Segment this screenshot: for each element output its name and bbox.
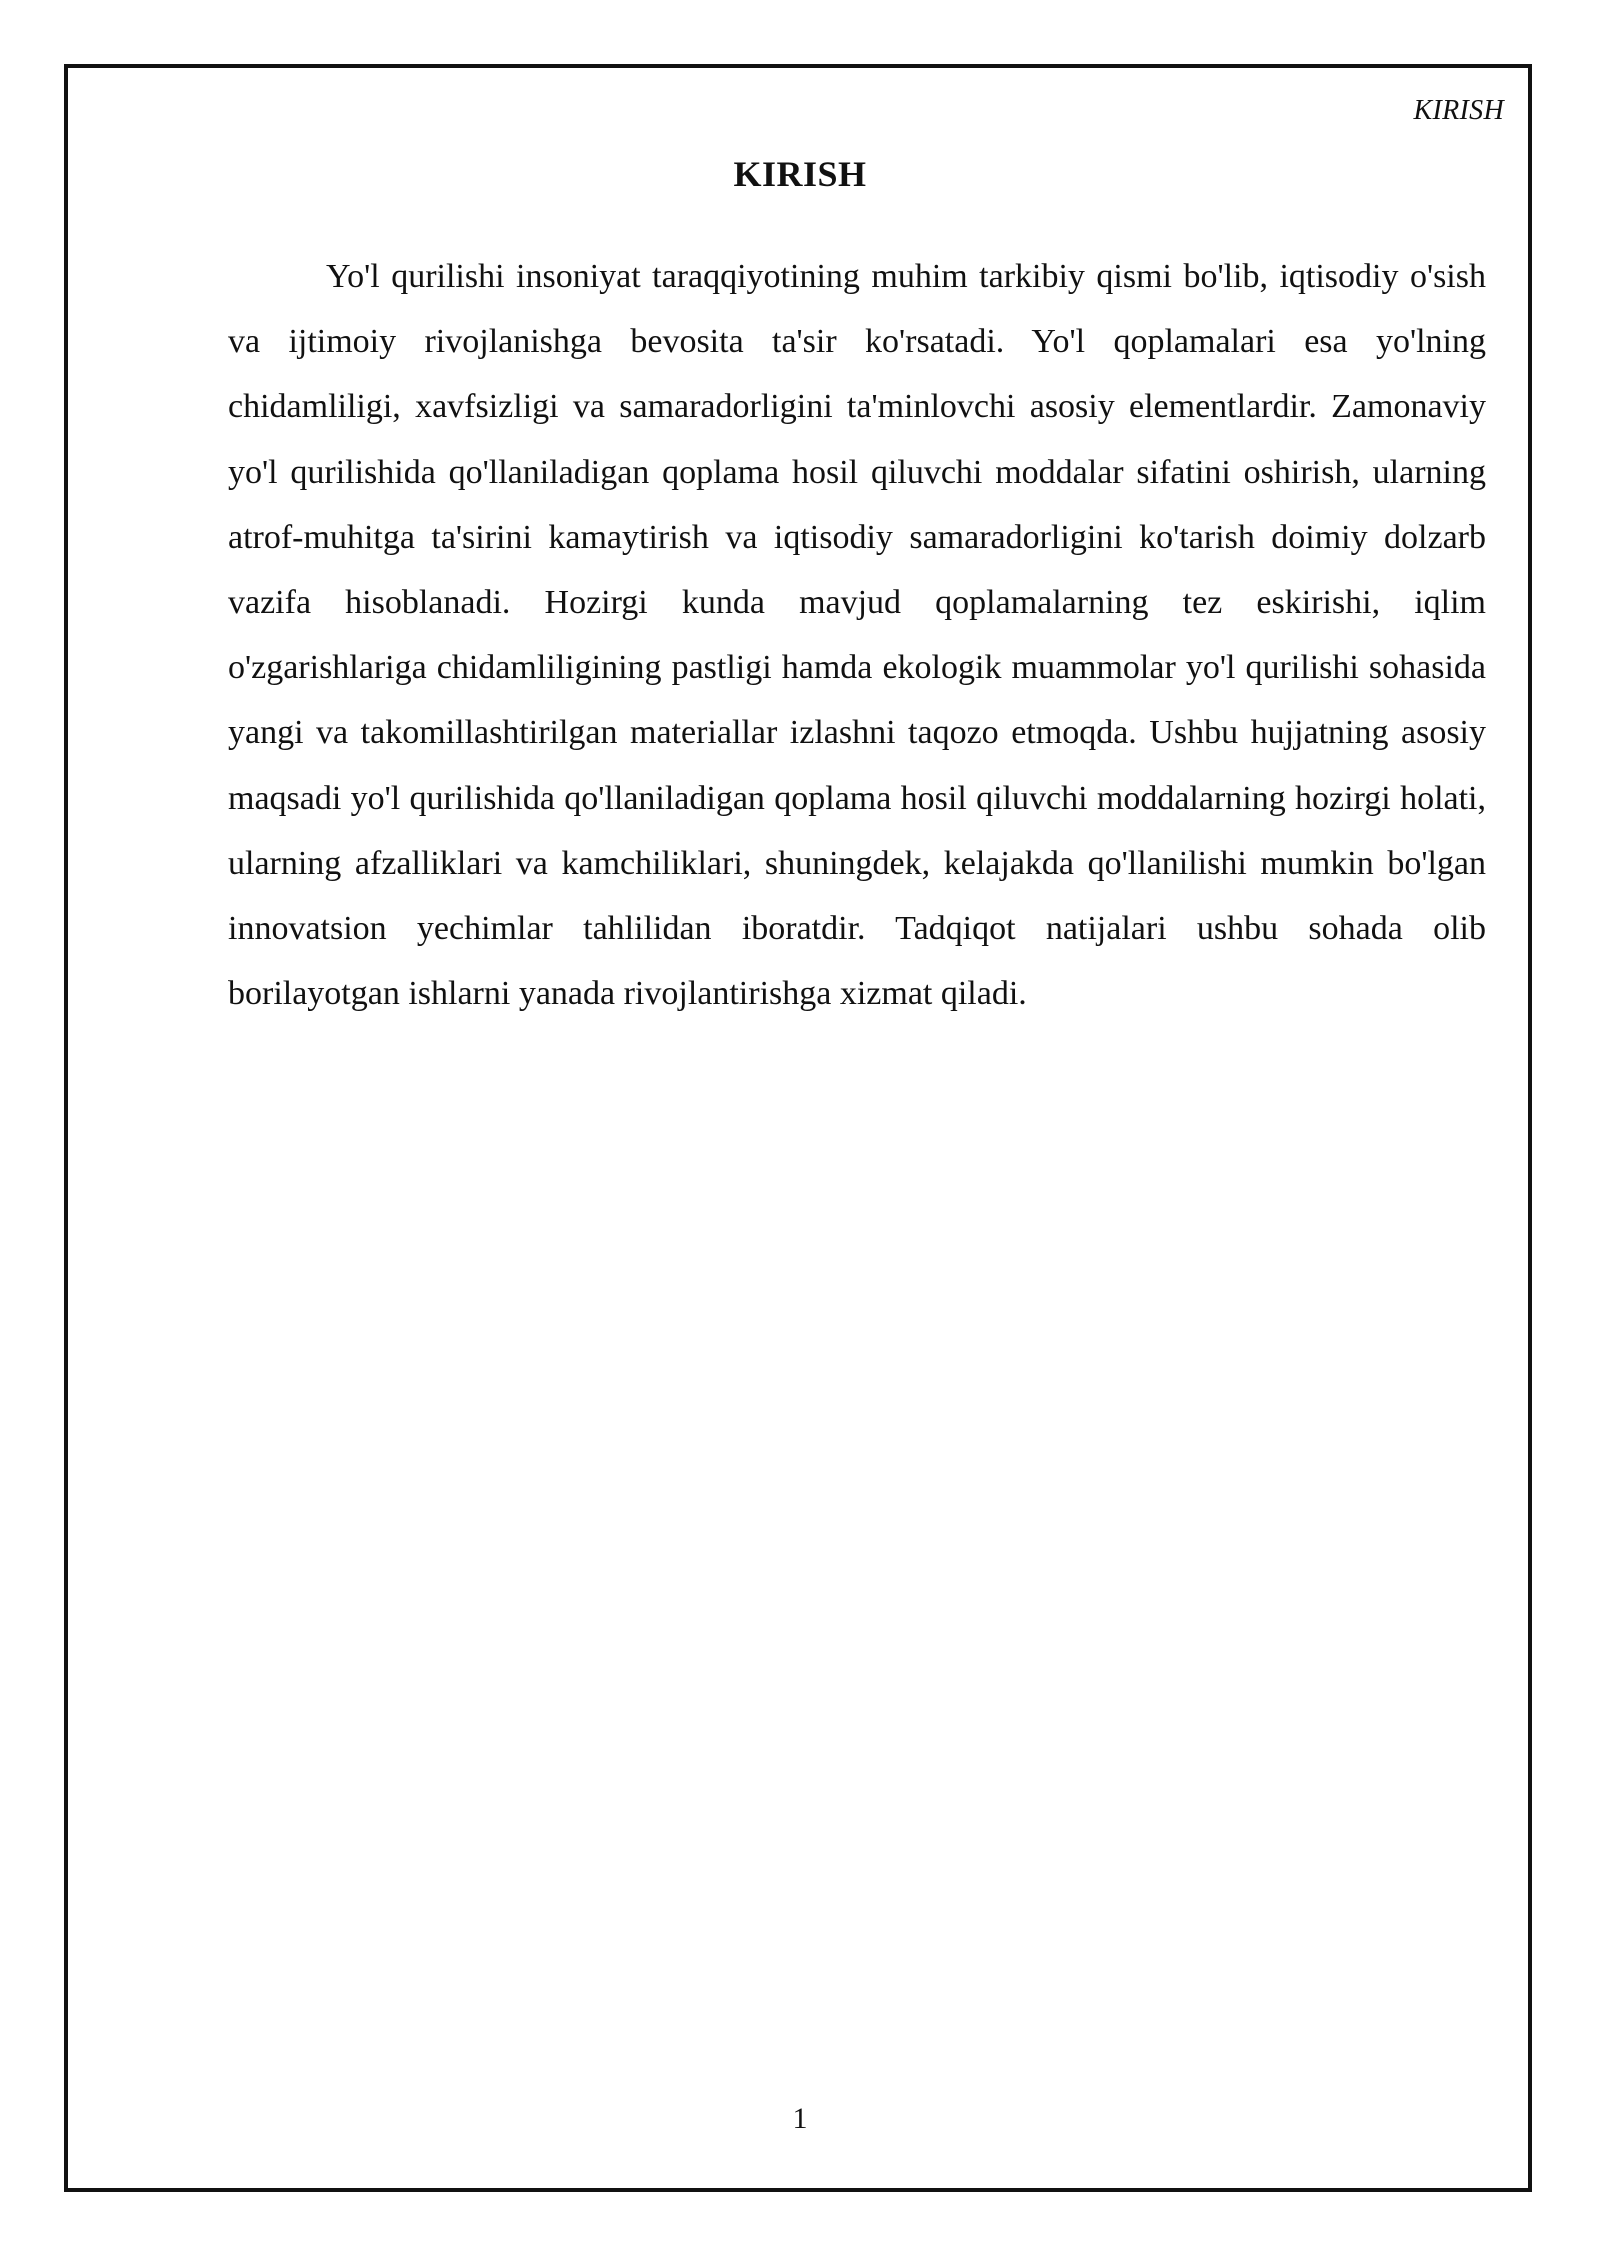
body-paragraph: Yo'l qurilishi insoniyat taraqqiyotining muhim tarkibiy qismi bo'lib, iqtisodiy o'sish va ijtimoiy rivojlanishga bevosita ta'sir ko'rsatadi. Yo'l qoplamalari esa yo'lning chidamliligi, xavfsizligi va samaradorligini ta'minlovchi asosiy elementlardir. Zamonaviy yo'l qurilishida qo'llaniladigan qoplama hosil qiluvchi moddalar sifatini oshirish, ularning atrof-muhitga ta'sirini kamaytirish va iqtisodiy samaradorligini ko'tarish doimiy dolzarb vazifa hisoblanadi. Hozirgi kunda mavjud qoplamalarning tez eskirishi, iqlim o'zgarishlariga chidamliligining pastligi hamda ekologik muammolar yo'l qurilishi sohasida yangi va takomillashtirilgan materiallar izlashni taqozo etmoqda. Ushbu hujjatning asosiy maqsadi yo'l qurilishida qo'llaniladigan qoplama hosil qiluvchi moddalarning hozirgi holati, ularning afzalliklari va kamchiliklari, shuningdek, kelajakda qo'llanilishi mumkin bo'lgan innovatsion yechimlar tahlilidan iboratdir. Tadqiqot natijalari ushbu sohada olib borilayotgan ishlarni yanada rivojlantirishga xizmat qiladi. bbox=[228, 258, 1486, 1013]
section-title: KIRISH bbox=[733, 154, 867, 194]
running-header: KIRISH bbox=[1413, 95, 1504, 126]
page-number: 1 bbox=[792, 2102, 808, 2135]
